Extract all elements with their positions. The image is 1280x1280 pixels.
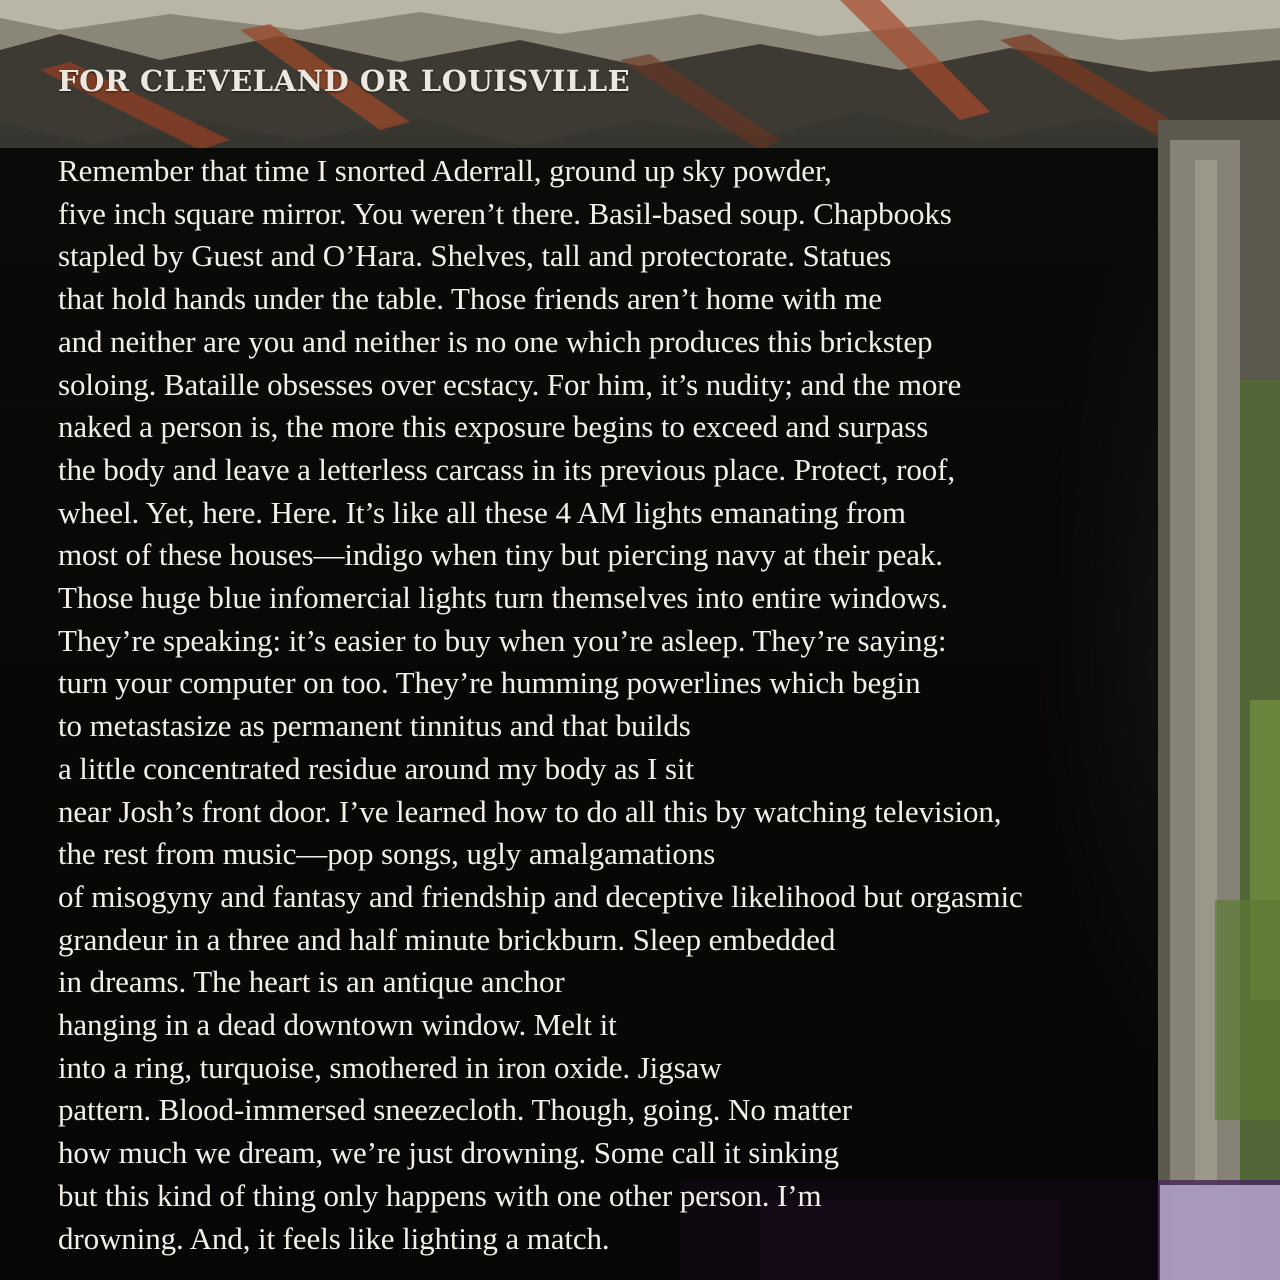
poem-line: of misogyny and fantasy and friendship and deceptive likelihood but orgasmic	[58, 878, 1023, 914]
poem-line: in dreams. The heart is an antique anchor	[58, 964, 565, 1000]
poem-line: most of these houses—indigo when tiny but piercing navy at their peak.	[58, 537, 943, 573]
poem-line: They’re speaking: it’s easier to buy when you’re asleep. They’re saying:	[58, 622, 947, 658]
poem-line: how much we dream, we’re just drowning. Some call it sinking	[58, 1135, 839, 1171]
poem-line: and neither are you and neither is no one which produces this brickstep	[58, 323, 933, 359]
poem-line: Those huge blue infomercial lights turn themselves into entire windows.	[58, 580, 948, 616]
poem-line: hanging in a dead downtown window. Melt it	[58, 1007, 617, 1043]
poem-line: soloing. Bataille obsesses over ecstacy. For him, it’s nudity; and the more	[58, 366, 962, 402]
poem-line: pattern. Blood-immersed sneezecloth. Though, going. No matter	[58, 1092, 852, 1128]
poem-line: naked a person is, the more this exposure begins to exceed and surpass	[58, 409, 929, 445]
poem-line: five inch square mirror. You weren’t there. Basil-based soup. Chapbooks	[58, 195, 952, 231]
poem-line: the rest from music—pop songs, ugly amalgamations	[58, 836, 716, 872]
poem-line: wheel. Yet, here. Here. It’s like all these 4 AM lights emanating from	[58, 494, 906, 530]
poem-line: that hold hands under the table. Those friends aren’t home with me	[58, 281, 882, 317]
poem-line: grandeur in a three and half minute brickburn. Sleep embedded	[58, 921, 836, 957]
poem-line: a little concentrated residue around my body as I sit	[58, 750, 695, 786]
poem-line: turn your computer on too. They’re humming powerlines which begin	[58, 665, 921, 701]
poem-title: FOR CLEVELAND OR LOUISVILLE	[58, 64, 631, 98]
poem-body	[58, 150, 1148, 1260]
poem-line: into a ring, turquoise, smothered in iron oxide. Jigsaw	[58, 1049, 722, 1085]
poem-line: stapled by Guest and O’Hara. Shelves, tall and protectorate. Statues	[58, 238, 892, 274]
poem-line: but this kind of thing only happens with one other person. I’m	[58, 1177, 822, 1213]
poem-line: near Josh’s front door. I’ve learned how to do all this by watching television,	[58, 793, 1002, 829]
poem-line: drowning. And, it feels like lighting a match.	[58, 1220, 610, 1256]
poem-line: the body and leave a letterless carcass in its previous place. Protect, roof,	[58, 451, 956, 487]
poem-line: to metastasize as permanent tinnitus and that builds	[58, 708, 691, 744]
poem-line: Remember that time I snorted Aderrall, ground up sky powder,	[58, 153, 832, 188]
